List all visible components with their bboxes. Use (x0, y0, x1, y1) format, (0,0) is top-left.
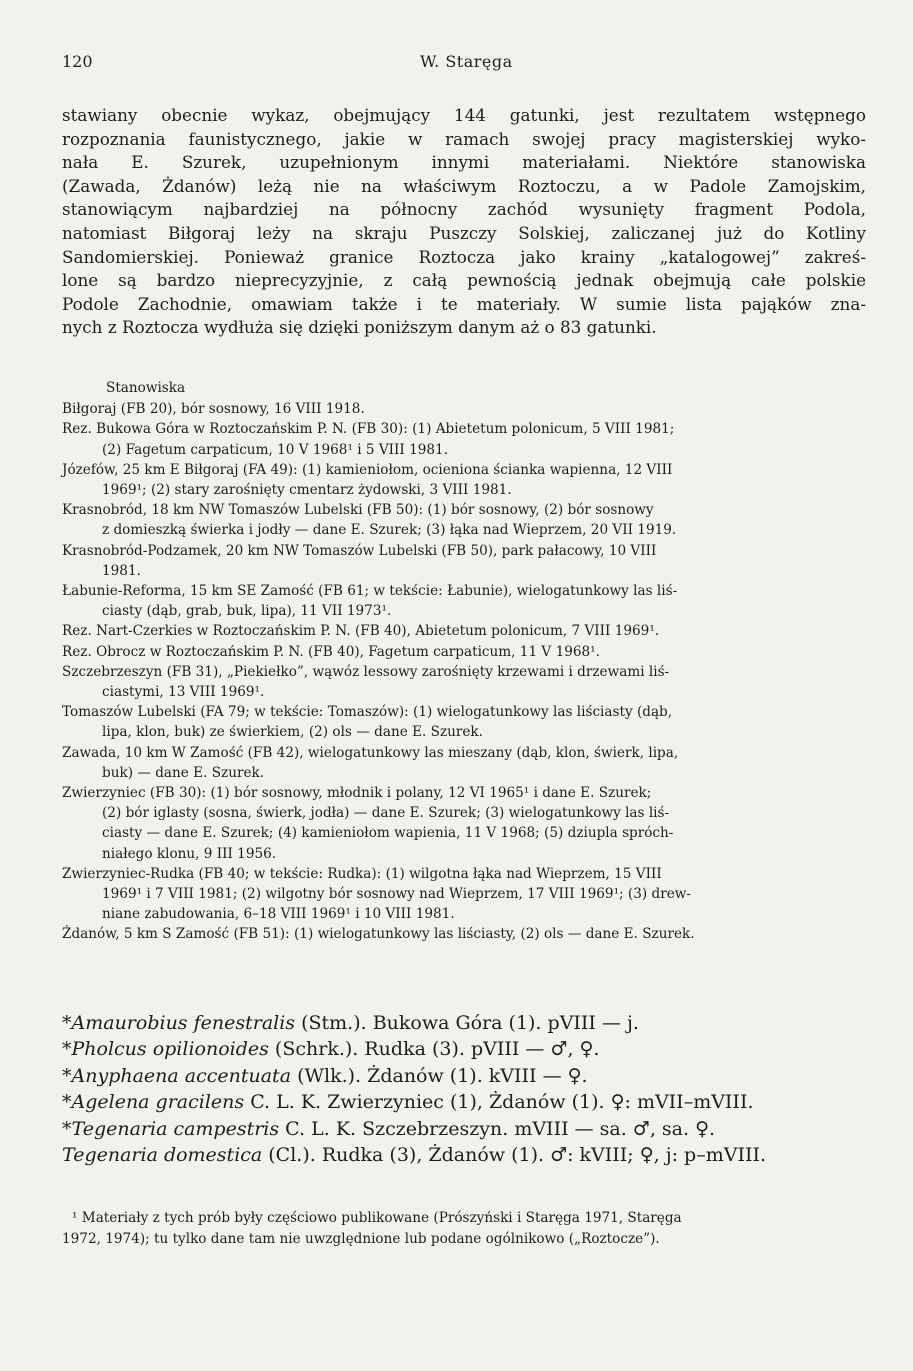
locality-line: Józefów, 25 km E Biłgoraj (FA 49): (1) kamieniołom, ocieniona ścianka wapienna, 12 VIII (62, 461, 673, 478)
species-name: *Amaurobius fenestralis (62, 1012, 296, 1034)
locality-line: z domieszką świerka i jodły — dane E. Szurek; (3) łąka nad Wieprzem, 20 VII 1919. (102, 522, 677, 539)
locality-line: Zwierzyniec (FB 30): (1) bór sosnowy, młodnik i polany, 12 VI 1965¹ i dane E. Szurek; (62, 785, 652, 802)
body-line: lone są bardzo nieprecyzyjnie, z całą pewnością jednak obejmują całe polskie (62, 270, 866, 291)
locality-line: (2) Fagetum carpaticum, 10 V 1968¹ i 5 VIII 1981. (102, 441, 449, 458)
locality-line: niałego klonu, 9 III 1956. (102, 845, 277, 862)
body-line: stawiany obecnie wykaz, obejmujący 144 gatunki, jest rezultatem wstępnego (62, 105, 866, 125)
species-record: (Wlk.). Żdanów (1). kVIII — ♀. (291, 1064, 588, 1087)
species-entry (62, 1116, 866, 1142)
locality-line: Zwierzyniec-Rudka (FB 40; w tekście: Rudka): (1) wilgotna łąka nad Wieprzem, 15 VIII (62, 865, 662, 882)
locality-line: (2) bór iglasty (sosna, świerk, jodła) — dane E. Szurek; (3) wielogatunkowy las liś- (102, 805, 670, 822)
localities-list (62, 378, 866, 945)
footnote-line: ¹ Materiały z tych prób były częściowo publikowane (Prószyński i Staręga 1971, Staręga (72, 1210, 682, 1226)
body-line: (Zawada, Żdanów) leżą nie na właściwym Roztoczu, a w Padole Zamojskim, (62, 175, 866, 196)
species-record: (Cl.). Rudka (3), Żdanów (1). ♂: kVIII; ♀, j: p–mVIII. (262, 1144, 766, 1167)
locality-line: Krasnobród, 18 km NW Tomaszów Lubelski (FB 50): (1) bór sosnowy, (2) bór sosnowy (62, 502, 654, 519)
species-entry (62, 1036, 866, 1062)
species-name: *Anyphaena accentuata (62, 1064, 292, 1087)
localities-entries (62, 399, 866, 944)
localities-heading: Stanowiska (106, 380, 186, 396)
footnote-line: 1972, 1974); tu tylko dane tam nie uwzględnione lub podane ogólnikowo („Roztocze”). (62, 1230, 660, 1247)
species-list (62, 1010, 866, 1168)
locality-line: Tomaszów Lubelski (FA 79; w tekście: Tomaszów): (1) wielogatunkowy las liściasty (dąb, (62, 704, 673, 721)
species-record: C. L. K. Zwierzyniec (1), Żdanów (1). ♀: mVII–mVIII. (244, 1091, 754, 1114)
species-record: (Stm.). Bukowa Góra (1). pVIII — j. (295, 1012, 639, 1034)
locality-line: ciasty (dąb, grab, buk, lipa), 11 VII 1973¹. (102, 603, 392, 620)
body-line: Podole Zachodnie, omawiam także i te materiały. W sumie lista pająków zna- (62, 293, 866, 314)
page-header (62, 52, 866, 76)
body-line: Sandomierskiej. Ponieważ granice Roztocza jako krainy „katalogowej” zakreś- (62, 246, 866, 267)
locality-line: Żdanów, 5 km S Zamość (FB 51): (1) wielogatunkowy las liściasty, (2) ols — dane E. Szurek. (62, 926, 695, 943)
species-entry (62, 1142, 866, 1168)
species-entry (62, 1063, 866, 1089)
body-line: natomiast Biłgoraj leży na skraju Puszczy Solskiej, zaliczanej już do Kotliny (62, 222, 866, 243)
page-number: 120 (62, 52, 93, 71)
locality-line: niane zabudowania, 6–18 VIII 1969¹ i 10 VIII 1981. (102, 906, 455, 923)
locality-line: Krasnobród-Podzamek, 20 km NW Tomaszów Lubelski (FB 50), park pałacowy, 10 VIII (62, 542, 657, 559)
locality-line: buk) — dane E. Szurek. (102, 764, 265, 781)
locality-line: Zawada, 10 km W Zamość (FB 42), wielogatunkowy las mieszany (dąb, klon, świerk, lipa, (62, 744, 679, 761)
locality-line: 1981. (102, 562, 141, 579)
species-name: *Agelena gracilens (62, 1091, 245, 1114)
species-entry (62, 1089, 866, 1115)
body-line: stanowiącym najbardziej na północny zachód wysunięty fragment Podola, (62, 199, 866, 220)
locality-line: Biłgoraj (FB 20), bór sosnowy, 16 VIII 1918. (62, 401, 365, 418)
locality-line: 1969¹ i 7 VIII 1981; (2) wilgotny bór sosnowy nad Wieprzem, 17 VIII 1969¹; (3) drew- (102, 886, 691, 903)
body-paragraph (62, 104, 866, 340)
body-line: nych z Roztocza wydłuża się dzięki poniższym danym aż o 83 gatunki. (62, 317, 657, 338)
species-record: (Schrk.). Rudka (3). pVIII — ♂, ♀. (268, 1038, 600, 1061)
species-record: C. L. K. Szczebrzeszyn. mVIII — sa. ♂, sa. ♀. (279, 1117, 716, 1140)
locality-line: Rez. Bukowa Góra w Roztoczańskim P. N. (FB 30): (1) Abietetum polonicum, 5 VIII 1981; (62, 421, 675, 438)
locality-line: 1969¹; (2) stary zarośnięty cmentarz żydowski, 3 VIII 1981. (102, 482, 512, 499)
species-name: *Pholcus opilionoides (62, 1038, 269, 1061)
locality-line: Szczebrzeszyn (FB 31), „Piekiełko”, wąwóz lessowy zarośnięty krzewami i drzewami liś- (62, 663, 670, 680)
species-entry (62, 1010, 866, 1036)
body-line: rozpoznania faunistycznego, jakie w ramach swojej pracy magisterskiej wyko- (62, 128, 866, 149)
species-name: *Tegenaria campestris (62, 1117, 280, 1140)
locality-line: Rez. Nart-Czerkies w Roztoczańskim P. N. (FB 40), Abietetum polonicum, 7 VIII 1969¹. (62, 623, 660, 640)
running-head: W. Staręga (420, 52, 513, 71)
locality-line: ciasty — dane E. Szurek; (4) kamieniołom wapienia, 11 V 1968; (5) dziupla spróch- (102, 825, 674, 842)
locality-line: Rez. Obrocz w Roztoczańskim P. N. (FB 40), Fagetum carpaticum, 11 V 1968¹. (62, 643, 600, 660)
locality-line: ciastymi, 13 VIII 1969¹. (102, 684, 265, 701)
footnote (62, 1208, 866, 1249)
body-line: nała E. Szurek, uzupełnionym innymi materiałami. Niektóre stanowiska (62, 152, 866, 173)
species-name: Tegenaria domestica (62, 1144, 263, 1167)
locality-line: Łabunie-Reforma, 15 km SE Zamość (FB 61; w tekście: Łabunie), wielogatunkowy las liś- (62, 583, 678, 600)
locality-line: lipa, klon, buk) ze świerkiem, (2) ols — dane E. Szurek. (102, 724, 483, 741)
